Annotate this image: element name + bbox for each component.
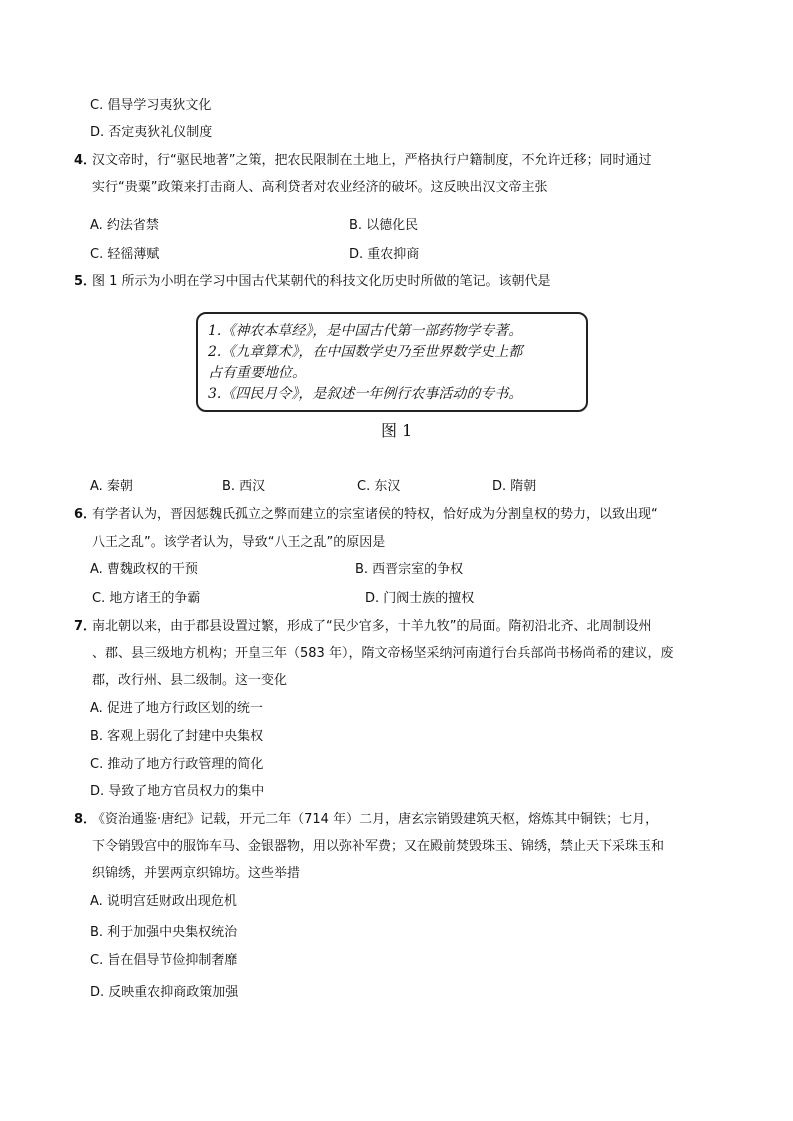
q5-option-a: A. 秦朝 — [90, 479, 133, 494]
q8-option-c: C. 旨在倡导节俭抑制奢靡 — [90, 953, 238, 968]
q6-option-a: A. 曹魏政权的干预 — [90, 562, 198, 577]
q8-stem-line1: 《资治通鉴·唐纪》记载，开元二年（714 年）二月，唐玄宗销毁建筑天枢，熔炼其中铜铁；七月， — [92, 812, 659, 827]
q7-stem-line1: 南北朝以来，由于郡县设置过繁，形成了“民少官多，十羊九牧”的局面。隋初沿北齐、北周制设州 — [92, 619, 652, 634]
q6-option-d: D. 门阀士族的擅权 — [365, 591, 475, 606]
figure-line-1: 1.《神农本草经》，是中国古代第一部药物学专著。 — [208, 323, 523, 339]
q3-option-d: D. 否定夷狄礼仪制度 — [90, 125, 213, 140]
q6-number: 6． — [74, 507, 97, 522]
q6-stem-line1: 有学者认为，晋因惩魏氏孤立之弊而建立的宗室诸侯的特权，恰好成为分割皇权的势力，以致出现“ — [92, 507, 658, 522]
q4-stem-line2: 实行“贵粟”政策来打击商人、高利贷者对农业经济的破坏。这反映出汉文帝主张 — [92, 180, 548, 195]
q6-stem-line2: 八王之乱”。该学者认为，导致“八王之乱”的原因是 — [92, 535, 386, 550]
q5-option-b: B. 西汉 — [222, 479, 266, 494]
q8-option-b: B. 利于加强中央集权统治 — [90, 925, 238, 940]
q7-number: 7． — [74, 619, 97, 634]
q7-stem-line2: 、郡、县三级地方机构；开皇三年（583 年），隋文帝杨坚采纳河南道行台兵部尚书杨尚希的建议，废 — [92, 646, 674, 661]
q6-option-c: C. 地方诸王的争霸 — [92, 591, 201, 606]
figure-1-notes — [196, 312, 588, 412]
q6-option-b: B. 西晋宗室的争权 — [355, 562, 464, 577]
q7-option-d: D. 导致了地方官员权力的集中 — [90, 784, 265, 799]
q7-option-b: B. 客观上弱化了封建中央集权 — [90, 729, 264, 744]
q3-option-c: C. 倡导学习夷狄文化 — [90, 98, 212, 113]
q7-stem-line3: 郡，改行州、县二级制。这一变化 — [92, 673, 288, 688]
q8-option-d: D. 反映重农抑商政策加强 — [90, 985, 239, 1000]
figure-line-2: 2.《九章算术》，在中国数学史乃至世界数学史上都 — [208, 344, 523, 360]
q4-option-b: B. 以德化民 — [349, 218, 419, 233]
q5-stem: 图 1 所示为小明在学习中国古代某朝代的科技文化历史时所做的笔记。该朝代是 — [92, 274, 551, 289]
figure-line-3: 占有重要地位。 — [208, 365, 306, 381]
q4-option-d: D. 重农抑商 — [349, 247, 420, 262]
figure-caption: 图 1 — [381, 421, 413, 440]
q4-option-a: A. 约法省禁 — [90, 218, 159, 233]
q8-option-a: A. 说明宫廷财政出现危机 — [90, 894, 237, 909]
q8-stem-line2: 下令销毁宫中的服饰车马、金银器物，用以弥补军费；又在殿前焚毁珠玉、锦绣，禁止天下采珠玉和 — [92, 839, 665, 854]
q4-number: 4． — [74, 153, 97, 168]
q5-option-c: C. 东汉 — [357, 479, 401, 494]
q5-option-d: D. 隋朝 — [492, 479, 537, 494]
q7-option-a: A. 促进了地方行政区划的统一 — [90, 701, 263, 716]
q7-option-c: C. 推动了地方行政管理的简化 — [90, 757, 264, 772]
q4-option-c: C. 轻徭薄赋 — [90, 247, 160, 262]
q8-number: 8． — [74, 812, 97, 827]
q5-number: 5． — [74, 274, 97, 289]
figure-line-4: 3.《四民月令》，是叙述一年例行农事活动的专书。 — [208, 386, 523, 402]
q8-stem-line3: 织锦绣，并罢两京织锦坊。这些举措 — [92, 866, 301, 881]
q4-stem-line1: 汉文帝时，行“驱民地著”之策，把农民限制在土地上，严格执行户籍制度，不允许迁移；同时通过 — [92, 153, 652, 168]
